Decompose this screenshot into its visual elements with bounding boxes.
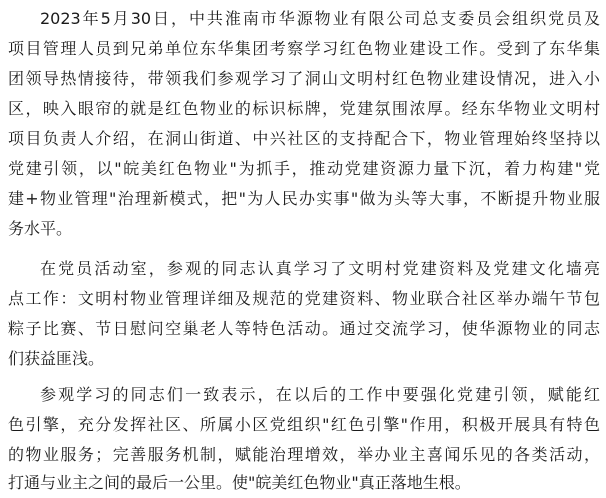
- paragraph-1-line-6: 党建引领，以"皖美红色物业"为抓手，推动党建资源力量下沉，着力构建"党: [8, 159, 600, 178]
- paragraph-3-line-4: 打通与业主之间的最后一公里。使"皖美红色物业"真正落地生根。: [8, 473, 471, 492]
- paragraph-1-line-2: 项目管理人员到兄弟单位东华集团考察学习红色物业建设工作。受到了东华集: [8, 39, 600, 58]
- paragraph-1-line-5: 项目负责人介绍，在洞山街道、中兴社区的支持配合下，物业管理始终坚持以: [8, 129, 600, 148]
- paragraph-2-line-4: 们获益匪浅。: [8, 349, 105, 368]
- paragraph-3-line-3: 的物业服务；完善服务机制，赋能治理增效，举办业主喜闻乐见的各类活动，: [8, 445, 600, 464]
- paragraph-2-line-1: 在党员活动室，参观的同志认真学习了文明村党建资料及党建文化墙亮: [40, 259, 600, 278]
- paragraph-1-line-3: 团领导热情接待，带领我们参观学习了洞山文明村红色物业建设情况，进入小: [8, 69, 600, 88]
- paragraph-2-line-3: 粽子比赛、节日慰问空巢老人等特色活动。通过交流学习，使华源物业的同志: [8, 319, 600, 338]
- paragraph-3-line-1: 参观学习的同志们一致表示，在以后的工作中要强化党建引领，赋能红: [40, 385, 600, 404]
- paragraph-3-line-2: 色引擎，充分发挥社区、所属小区党组织"红色引擎"作用，积极开展具有特色: [8, 415, 600, 434]
- paragraph-2-line-2: 点工作：文明村物业管理详细及规范的党建资料、物业联合社区举办端午节包: [8, 289, 600, 308]
- paragraph-1-line-7: 建+物业管理"治理新模式，把"为人民办实事"做为头等大事，不断提升物业服: [8, 189, 600, 208]
- paragraph-1-line-1: 2023年5月30日，中共淮南市华源物业有限公司总支委员会组织党员及: [40, 9, 600, 28]
- paragraph-1-line-8: 务水平。: [8, 219, 73, 238]
- paragraph-1-line-4: 区，映入眼帘的就是红色物业的标识标牌，党建氛围浓厚。经东华物业文明村: [8, 99, 600, 118]
